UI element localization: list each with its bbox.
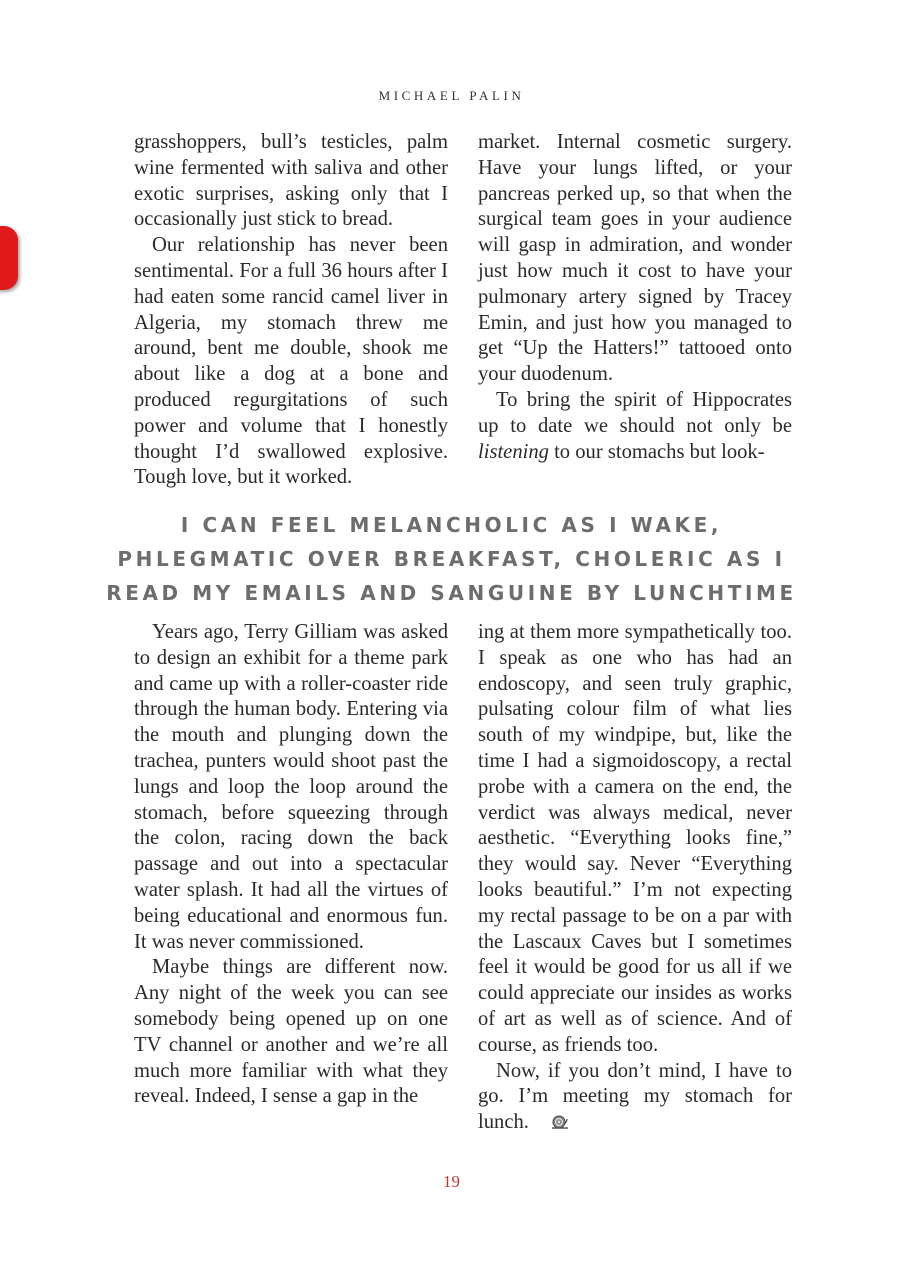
paragraph: Our relationship has never been sentimental. For a full 36 hours after I had eaten some rancid camel liver in Algeria, my stomach threw me around, bent me double, shook me about like a dog at a bone and produced regurgitations of such power and volume that I honestly thought I’d swallowed explosive. Tough love, but it worked. — [134, 234, 448, 489]
paragraph: grasshoppers, bull’s testicles, palm wine fermented with saliva and other exotic surprises, asking only that I occasionally just stick to bread. — [134, 131, 448, 231]
paragraph: Years ago, Terry Gilliam was asked to design an exhibit for a theme park and came up with a roller-coaster ride through the human body. Entering via the mouth and plunging down the trachea, punters would shoot past the lungs and loop the loop around the stomach, before squeezing through the colon, racing down the back passage and out into a spectacular water splash. It had all the virtues of being educational and enormous fun. It was never commissioned. — [134, 621, 448, 953]
paragraph-text: to our stomachs but look- — [548, 440, 765, 463]
snail-end-mark-icon — [533, 1112, 569, 1138]
paragraph: Maybe things are different now. Any night of the week you can see somebody being opened up on one TV channel or another and we’re all much more familiar with what they reveal. Indeed, I sense a gap in the — [134, 956, 448, 1108]
column-bottom-right — [478, 620, 792, 1138]
red-page-tab — [0, 226, 18, 290]
paragraph-text: Now, if you don’t mind, I have to go. I’m meeting my stomach for lunch. — [478, 1059, 792, 1134]
page-number: 19 — [443, 1172, 460, 1191]
italic-word: listening — [478, 440, 549, 463]
running-head: MICHAEL PALIN — [378, 88, 525, 103]
column-top-left — [134, 130, 448, 491]
column-top-right — [478, 130, 792, 465]
pull-quote-line: READ MY EMAILS AND SANGUINE BY LUNCHTIME — [106, 581, 797, 605]
paragraph: ing at them more sympathetically too. I speak as one who has had an endoscopy, and seen truly graphic, pulsating colour film of what lies south of my windpipe, but, like the time I had a sigmoidoscopy, a rectal probe with a camera on the end, the verdict was always medical, never aesthetic. “Everything looks fine,” they would say. Never “Everything looks beautiful.” I’m not expecting my rectal passage to be on a par with the Lascaux Caves but I sometimes feel it would be good for us all if we could appreciate our insides as works of art as well as of science. And of course, as friends too. — [478, 621, 792, 1056]
paragraph — [478, 388, 792, 465]
pull-quote-line: PHLEGMATIC OVER BREAKFAST, CHOLERIC AS I — [117, 547, 786, 571]
paragraph: market. Internal cosmetic surgery. Have your lungs lifted, or your pancreas perked up, so that when the surgical team goes in your audience will gasp in admiration, and wonder just how much it cost to have your pulmonary artery signed by Tracey Emin, and just how you managed to get “Up the Hatters!” tattooed onto your duodenum. — [478, 131, 792, 386]
pull-quote — [100, 508, 803, 610]
paragraph-text: To bring the spirit of Hippocrates up to date we should not only be — [478, 388, 792, 437]
pull-quote-line: I CAN FEEL MELANCHOLIC AS I WAKE, — [180, 513, 723, 537]
column-bottom-left — [134, 620, 448, 1110]
paragraph — [478, 1059, 792, 1138]
